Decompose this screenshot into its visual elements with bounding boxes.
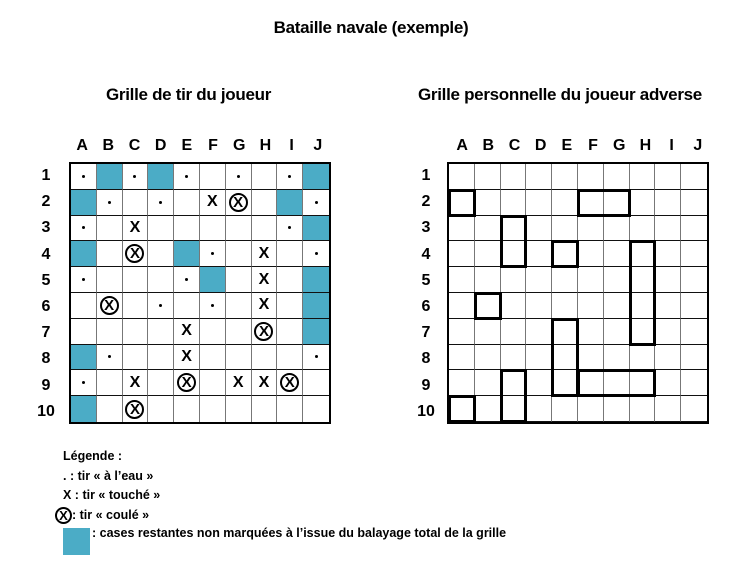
grid-cell-H9 — [252, 370, 278, 396]
grid-cell-G4 — [604, 241, 630, 267]
grid-cell-J6 — [303, 293, 329, 319]
grid-cell-J3 — [681, 216, 707, 242]
grid-cell-J7 — [303, 319, 329, 345]
sunk-circled-x-icon: X — [254, 322, 273, 341]
miss-dot-icon — [159, 304, 162, 307]
grid-cell-G2 — [604, 190, 630, 216]
hit-x-icon: X — [207, 193, 218, 211]
grid-cell-I6 — [277, 293, 303, 319]
grid-cell-A1 — [449, 164, 475, 190]
miss-dot-icon — [82, 175, 85, 178]
grid-cell-C1 — [501, 164, 527, 190]
grid-cell-A10 — [71, 396, 97, 422]
grid-cell-B4 — [97, 241, 123, 267]
grid-cell-J8 — [303, 345, 329, 371]
column-label: B — [482, 137, 495, 154]
hit-x-icon: X — [181, 347, 192, 365]
grid-cell-D7 — [148, 319, 174, 345]
grid-cell-D7 — [526, 319, 552, 345]
row-label: 4 — [421, 245, 431, 263]
miss-dot-icon — [211, 304, 214, 307]
grid-cell-J3 — [303, 216, 329, 242]
column-label: I — [289, 137, 294, 154]
grid-cell-A2 — [449, 190, 475, 216]
grid-cell-C4 — [123, 241, 149, 267]
grid-cell-E4 — [552, 241, 578, 267]
row-label: 8 — [41, 350, 51, 368]
sunk-circled-x-icon: X — [280, 373, 299, 392]
miss-dot-icon — [185, 175, 188, 178]
column-label: B — [102, 137, 115, 154]
column-label: I — [669, 137, 674, 154]
grid-cell-B6 — [475, 293, 501, 319]
miss-dot-icon — [237, 175, 240, 178]
grid-cell-E10 — [552, 396, 578, 422]
right-row-labels — [411, 163, 441, 425]
grid-cell-I3 — [655, 216, 681, 242]
grid-cell-A4 — [449, 241, 475, 267]
grid-cell-I9 — [277, 370, 303, 396]
grid-cell-D9 — [148, 370, 174, 396]
sunk-circled-x-icon: X — [100, 296, 119, 315]
sunk-circled-x-icon: X — [125, 244, 144, 263]
miss-dot-icon — [211, 252, 214, 255]
grid-cell-H1 — [630, 164, 656, 190]
column-label: D — [534, 137, 547, 154]
grid-cell-F5 — [578, 267, 604, 293]
grid-cell-G10 — [604, 396, 630, 422]
legend-water: . : tir « à l’eau » — [63, 468, 154, 483]
miss-dot-icon — [108, 201, 111, 204]
opponent-grid — [447, 162, 709, 424]
grid-cell-J6 — [681, 293, 707, 319]
grid-cell-E9 — [552, 370, 578, 396]
column-label: H — [259, 137, 272, 154]
grid-cell-F3 — [200, 216, 226, 242]
grid-cell-E10 — [174, 396, 200, 422]
grid-cell-G9 — [226, 370, 252, 396]
grid-cell-J5 — [303, 267, 329, 293]
column-label: D — [154, 137, 167, 154]
grid-cell-H9 — [630, 370, 656, 396]
row-label: 2 — [41, 193, 51, 211]
grid-cell-D6 — [148, 293, 174, 319]
grid-cell-A10 — [449, 396, 475, 422]
miss-dot-icon — [315, 252, 318, 255]
row-label: 6 — [41, 297, 51, 315]
miss-dot-icon — [159, 201, 162, 204]
hit-x-icon: X — [232, 373, 244, 391]
miss-dot-icon — [288, 175, 291, 178]
row-label: 10 — [37, 402, 55, 420]
grid-cell-E7 — [174, 319, 200, 345]
row-label: 10 — [417, 402, 435, 420]
grid-cell-J9 — [303, 370, 329, 396]
grid-cell-D1 — [526, 164, 552, 190]
grid-cell-I4 — [655, 241, 681, 267]
grid-cell-G10 — [226, 396, 252, 422]
grid-cell-D3 — [526, 216, 552, 242]
miss-dot-icon — [315, 355, 318, 358]
grid-cell-A7 — [71, 319, 97, 345]
column-label: A — [456, 137, 468, 154]
grid-cell-F9 — [578, 370, 604, 396]
grid-cell-I9 — [655, 370, 681, 396]
column-label: C — [508, 137, 521, 154]
grid-cell-B2 — [475, 190, 501, 216]
grid-cell-F1 — [200, 164, 226, 190]
hit-x-icon: X — [129, 373, 141, 391]
grid-cell-A5 — [449, 267, 475, 293]
row-label: 5 — [421, 271, 431, 289]
grid-cell-D4 — [148, 241, 174, 267]
row-label: 3 — [41, 219, 51, 237]
row-label: 8 — [421, 350, 431, 368]
grid-cell-F6 — [200, 293, 226, 319]
grid-cell-D5 — [526, 267, 552, 293]
grid-cell-H5 — [630, 267, 656, 293]
row-label: 4 — [41, 245, 51, 263]
grid-cell-J2 — [681, 190, 707, 216]
grid-cell-I10 — [277, 396, 303, 422]
grid-cell-F1 — [578, 164, 604, 190]
hit-x-icon: X — [258, 373, 270, 391]
grid-cell-H6 — [630, 293, 656, 319]
column-label: G — [612, 137, 626, 154]
grid-cell-C2 — [501, 190, 527, 216]
row-label: 3 — [421, 219, 431, 237]
grid-cell-H10 — [252, 396, 278, 422]
grid-cell-A7 — [449, 319, 475, 345]
grid-cell-H8 — [630, 345, 656, 371]
grid-cell-B6 — [97, 293, 123, 319]
grid-cell-J1 — [303, 164, 329, 190]
grid-cell-G3 — [604, 216, 630, 242]
grid-cell-D10 — [148, 396, 174, 422]
grid-cell-A3 — [71, 216, 97, 242]
grid-cell-I8 — [277, 345, 303, 371]
grid-cell-H7 — [252, 319, 278, 345]
grid-cell-A9 — [71, 370, 97, 396]
grid-cell-C8 — [123, 345, 149, 371]
grid-cell-I4 — [277, 241, 303, 267]
grid-cell-J1 — [681, 164, 707, 190]
grid-cell-C1 — [123, 164, 149, 190]
grid-cell-G1 — [604, 164, 630, 190]
grid-cell-J10 — [303, 396, 329, 422]
grid-cell-A5 — [71, 267, 97, 293]
grid-cell-G5 — [226, 267, 252, 293]
grid-cell-I7 — [277, 319, 303, 345]
miss-dot-icon — [315, 201, 318, 204]
grid-cell-H10 — [630, 396, 656, 422]
grid-cell-I1 — [277, 164, 303, 190]
grid-cell-C7 — [501, 319, 527, 345]
shot-grid — [69, 162, 331, 424]
grid-cell-I10 — [655, 396, 681, 422]
sunk-circled-x-icon: X — [177, 373, 196, 392]
grid-cell-E1 — [552, 164, 578, 190]
hit-x-icon: X — [181, 322, 192, 340]
grid-cell-F2 — [578, 190, 604, 216]
grid-cell-A6 — [71, 293, 97, 319]
grid-cell-C2 — [123, 190, 149, 216]
sunk-icon: X — [55, 507, 72, 524]
column-label: C — [128, 137, 141, 154]
grid-cell-F7 — [200, 319, 226, 345]
column-label: H — [639, 137, 652, 154]
column-label: E — [181, 137, 193, 154]
grid-cell-D3 — [148, 216, 174, 242]
grid-cell-J4 — [681, 241, 707, 267]
grid-cell-C6 — [501, 293, 527, 319]
grid-cell-E7 — [552, 319, 578, 345]
grid-cell-H5 — [252, 267, 278, 293]
grid-cell-G3 — [226, 216, 252, 242]
grid-cell-G8 — [226, 345, 252, 371]
left-row-labels — [31, 163, 61, 425]
column-label: J — [693, 137, 703, 154]
grid-cell-I3 — [277, 216, 303, 242]
grid-cell-B10 — [475, 396, 501, 422]
left-grid-title: Grille de tir du joueur — [106, 85, 272, 104]
grid-cell-I5 — [655, 267, 681, 293]
miss-dot-icon — [82, 226, 85, 229]
page-title: Bataille navale (exemple) — [273, 18, 469, 37]
column-label: A — [76, 137, 88, 154]
grid-cell-I5 — [277, 267, 303, 293]
grid-cell-D5 — [148, 267, 174, 293]
grid-cell-B9 — [97, 370, 123, 396]
row-label: 9 — [421, 376, 431, 394]
grid-cell-J8 — [681, 345, 707, 371]
grid-cell-E8 — [552, 345, 578, 371]
column-label: F — [588, 137, 598, 154]
grid-cell-J9 — [681, 370, 707, 396]
hit-x-icon: X — [258, 244, 270, 262]
row-label: 7 — [41, 324, 51, 342]
grid-cell-D2 — [526, 190, 552, 216]
row-label: 2 — [421, 193, 431, 211]
sunk-circled-x-icon: X — [229, 193, 248, 212]
grid-cell-G8 — [604, 345, 630, 371]
miss-dot-icon — [185, 278, 188, 281]
grid-cell-D2 — [148, 190, 174, 216]
grid-cell-A8 — [71, 345, 97, 371]
grid-cell-I6 — [655, 293, 681, 319]
grid-cell-I7 — [655, 319, 681, 345]
grid-cell-B8 — [475, 345, 501, 371]
column-label: E — [561, 137, 573, 154]
grid-cell-J7 — [681, 319, 707, 345]
grid-cell-J5 — [681, 267, 707, 293]
grid-cell-C9 — [123, 370, 149, 396]
grid-cell-E6 — [552, 293, 578, 319]
grid-cell-E5 — [174, 267, 200, 293]
grid-cell-C3 — [501, 216, 527, 242]
grid-cell-D10 — [526, 396, 552, 422]
grid-cell-H7 — [630, 319, 656, 345]
grid-cell-G2 — [226, 190, 252, 216]
grid-cell-H4 — [630, 241, 656, 267]
miss-dot-icon — [133, 175, 136, 178]
right-grid-title: Grille personnelle du joueur adverse — [418, 85, 702, 104]
row-label: 1 — [421, 167, 431, 184]
row-label: 6 — [421, 297, 431, 315]
grid-cell-B9 — [475, 370, 501, 396]
grid-cell-C5 — [123, 267, 149, 293]
column-label: G — [232, 137, 246, 154]
grid-cell-F3 — [578, 216, 604, 242]
grid-cell-C6 — [123, 293, 149, 319]
grid-cell-B7 — [475, 319, 501, 345]
grid-cell-D8 — [526, 345, 552, 371]
grid-cell-A6 — [449, 293, 475, 319]
legend — [59, 447, 161, 525]
hit-x-icon: X — [258, 270, 270, 288]
grid-cell-E6 — [174, 293, 200, 319]
grid-cell-A8 — [449, 345, 475, 371]
grid-cell-G7 — [226, 319, 252, 345]
grid-cell-B1 — [97, 164, 123, 190]
grid-cell-F9 — [200, 370, 226, 396]
grid-cell-H8 — [252, 345, 278, 371]
column-label: F — [208, 137, 218, 154]
row-label: 1 — [41, 167, 51, 184]
grid-cell-E2 — [174, 190, 200, 216]
grid-cell-G9 — [604, 370, 630, 396]
grid-cell-C9 — [501, 370, 527, 396]
grid-cell-B10 — [97, 396, 123, 422]
grid-cell-H4 — [252, 241, 278, 267]
grid-cell-H1 — [252, 164, 278, 190]
grid-cell-B5 — [475, 267, 501, 293]
grid-cell-F7 — [578, 319, 604, 345]
row-label: 5 — [41, 271, 51, 289]
grid-cell-I2 — [277, 190, 303, 216]
grid-cell-A3 — [449, 216, 475, 242]
grid-cell-A9 — [449, 370, 475, 396]
row-label: 9 — [41, 376, 51, 394]
grid-cell-D6 — [526, 293, 552, 319]
grid-cell-F10 — [200, 396, 226, 422]
grid-cell-F10 — [578, 396, 604, 422]
left-column-labels — [69, 137, 331, 157]
grid-cell-E1 — [174, 164, 200, 190]
grid-cell-H6 — [252, 293, 278, 319]
grid-cell-I8 — [655, 345, 681, 371]
grid-cell-D1 — [148, 164, 174, 190]
grid-cell-C7 — [123, 319, 149, 345]
grid-cell-E4 — [174, 241, 200, 267]
grid-cell-E3 — [552, 216, 578, 242]
grid-cell-C8 — [501, 345, 527, 371]
grid-cell-F2 — [200, 190, 226, 216]
column-label: J — [313, 137, 323, 154]
grid-cell-C10 — [501, 396, 527, 422]
grid-cell-G4 — [226, 241, 252, 267]
grid-cell-H2 — [630, 190, 656, 216]
grid-cell-J10 — [681, 396, 707, 422]
grid-cell-E8 — [174, 345, 200, 371]
grid-cell-C4 — [501, 241, 527, 267]
row-label: 7 — [421, 324, 431, 342]
grid-cell-F4 — [578, 241, 604, 267]
right-column-labels — [449, 137, 711, 157]
miss-dot-icon — [82, 278, 85, 281]
grid-cell-D4 — [526, 241, 552, 267]
grid-cell-H3 — [630, 216, 656, 242]
legend-remaining: : cases restantes non marquées à l’issue du balayage total de la grille — [92, 526, 507, 540]
grid-cell-B1 — [475, 164, 501, 190]
grid-cell-G1 — [226, 164, 252, 190]
grid-cell-B7 — [97, 319, 123, 345]
grid-cell-A4 — [71, 241, 97, 267]
grid-cell-E5 — [552, 267, 578, 293]
grid-cell-A2 — [71, 190, 97, 216]
grid-cell-C10 — [123, 396, 149, 422]
grid-cell-F8 — [200, 345, 226, 371]
grid-cell-F6 — [578, 293, 604, 319]
grid-cell-E9 — [174, 370, 200, 396]
legend-hit: X : tir « touché » — [63, 488, 161, 502]
grid-cell-G6 — [604, 293, 630, 319]
grid-cell-B4 — [475, 241, 501, 267]
grid-cell-E3 — [174, 216, 200, 242]
grid-cell-D8 — [148, 345, 174, 371]
grid-cell-F5 — [200, 267, 226, 293]
teal-swatch-icon — [63, 528, 90, 555]
grid-cell-C3 — [123, 216, 149, 242]
hit-x-icon: X — [129, 218, 141, 236]
grid-cell-F8 — [578, 345, 604, 371]
grid-cell-J4 — [303, 241, 329, 267]
grid-cell-A1 — [71, 164, 97, 190]
legend-sunk — [59, 506, 160, 526]
legend-sunk-label: : tir « coulé » — [72, 507, 150, 522]
grid-cell-G5 — [604, 267, 630, 293]
grid-cell-J2 — [303, 190, 329, 216]
grid-cell-B2 — [97, 190, 123, 216]
miss-dot-icon — [108, 355, 111, 358]
grid-cell-B3 — [475, 216, 501, 242]
grid-cell-I2 — [655, 190, 681, 216]
miss-dot-icon — [82, 381, 85, 384]
grid-cell-D9 — [526, 370, 552, 396]
grid-cell-H2 — [252, 190, 278, 216]
grid-cell-E2 — [552, 190, 578, 216]
grid-cell-I1 — [655, 164, 681, 190]
grid-cell-H3 — [252, 216, 278, 242]
grid-cell-B3 — [97, 216, 123, 242]
grid-cell-B5 — [97, 267, 123, 293]
grid-cell-G7 — [604, 319, 630, 345]
legend-heading: Légende : — [63, 449, 123, 463]
miss-dot-icon — [288, 226, 291, 229]
grid-cell-F4 — [200, 241, 226, 267]
grid-cell-G6 — [226, 293, 252, 319]
grid-cell-C5 — [501, 267, 527, 293]
sunk-circled-x-icon: X — [125, 400, 144, 419]
grid-cell-B8 — [97, 345, 123, 371]
hit-x-icon: X — [258, 296, 270, 314]
